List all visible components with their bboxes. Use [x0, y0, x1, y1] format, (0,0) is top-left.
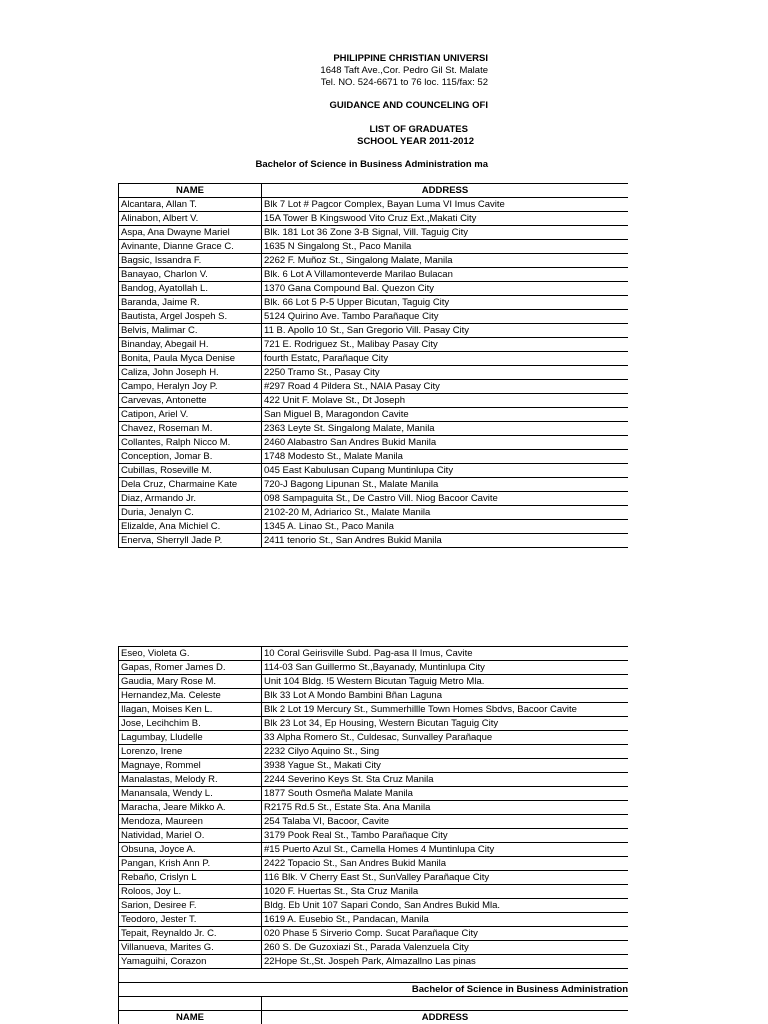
table-row	[119, 997, 629, 1011]
name-cell: Belvis, Malimar C.	[119, 324, 262, 338]
name-cell: Maracha, Jeare Mikko A.	[119, 801, 262, 815]
address-cell: 114-03 San Guillermo St.,Bayanady, Muntinlupa City	[262, 661, 629, 675]
name-cell: Enerva, Sherryll Jade P.	[119, 534, 262, 548]
address-cell: 2422 Topacio St., San Andres Bukid Manila	[262, 857, 629, 871]
name-cell: Diaz, Armando Jr.	[119, 492, 262, 506]
blank-cell	[119, 997, 262, 1011]
address-cell: 15A Tower B Kingswood Vito Cruz Ext.,Makati City	[262, 212, 629, 226]
address-cell: 2250 Tramo St., Pasay City	[262, 366, 629, 380]
name-cell: Teodoro, Jester T.	[119, 913, 262, 927]
address-cell: Blk. 6 Lot A Villamonteverde Marilao Bulacan	[262, 268, 629, 282]
name-cell: Caliza, John Joseph H.	[119, 366, 262, 380]
address-cell: 3938 Yague St., Makati City	[262, 759, 629, 773]
address-cell: 098 Sampaguita St., De Castro Vill. Niog Bacoor Cavite	[262, 492, 629, 506]
table-row	[119, 450, 629, 464]
address-cell: 116 Blk. V Cherry East St., SunValley Parañaque City	[262, 871, 629, 885]
table-row	[119, 857, 629, 871]
address-cell: Blk 7 Lot # Pagcor Complex, Bayan Luma VI Imus Cavite	[262, 198, 629, 212]
name-cell: Rebaño, Crislyn L	[119, 871, 262, 885]
table-row	[119, 478, 629, 492]
address-cell: 254 Talaba VI, Bacoor, Cavite	[262, 815, 629, 829]
address-cell: 045 East Kabulusan Cupang Muntinlupa City	[262, 464, 629, 478]
table-row	[119, 815, 629, 829]
graduates-table-1	[118, 183, 628, 548]
name-cell: Chavez, Roseman M.	[119, 422, 262, 436]
table-row	[119, 226, 629, 240]
table-row	[119, 787, 629, 801]
name-cell: Dela Cruz, Charmaine Kate	[119, 478, 262, 492]
name-cell: Lagumbay, Lludelle	[119, 731, 262, 745]
address-cell: 020 Phase 5 Sirverio Comp. Sucat Parañaque City	[262, 927, 629, 941]
address-cell: 2411 tenorio St., San Andres Bukid Manila	[262, 534, 629, 548]
address-cell: 22Hope St.,St. Jospeh Park, Almazallno Las pinas	[262, 955, 629, 969]
blank-cell	[262, 997, 629, 1011]
table-row	[119, 773, 629, 787]
address-cell: San Miguel B, Maragondon Cavite	[262, 408, 629, 422]
name-cell: Aspa, Ana Dwayne Mariel	[119, 226, 262, 240]
table-row	[119, 198, 629, 212]
table-row	[119, 464, 629, 478]
address-cell: 260 S. De Guzoxiazi St., Parada Valenzuela City	[262, 941, 629, 955]
table-row	[119, 927, 629, 941]
table-row	[119, 745, 629, 759]
address-cell: 1635 N Singalong St., Paco Manila	[262, 240, 629, 254]
table-row	[119, 941, 629, 955]
table-row	[119, 759, 629, 773]
name-cell: Collantes, Ralph Nicco M.	[119, 436, 262, 450]
name-cell: Binanday, Abegail H.	[119, 338, 262, 352]
university-name: PHILIPPINE CHRISTIAN UNIVERSI	[333, 53, 488, 64]
list-title: LIST OF GRADUATES	[369, 124, 468, 135]
table-row	[119, 899, 629, 913]
name-cell: Alinabon, Albert V.	[119, 212, 262, 226]
table-row	[119, 212, 629, 226]
name-cell: Cubillas, Roseville M.	[119, 464, 262, 478]
name-cell: Duria, Jenalyn C.	[119, 506, 262, 520]
table-row	[119, 436, 629, 450]
program-title-2: Bachelor of Science in Business Administration	[119, 983, 629, 997]
name-cell: Hernandez,Ma. Celeste	[119, 689, 262, 703]
address-cell: 2232 Cilyo Aquino St., Sing	[262, 745, 629, 759]
address-cell: 2262 F. Muñoz St., Singalong Malate, Manila	[262, 254, 629, 268]
name-cell: Manalastas, Melody R.	[119, 773, 262, 787]
table-row	[119, 829, 629, 843]
address-cell: 721 E. Rodriguez St., Malibay Pasay City	[262, 338, 629, 352]
table-row	[119, 689, 629, 703]
table-row	[119, 422, 629, 436]
name-cell: Natividad, Mariel O.	[119, 829, 262, 843]
university-telephone: Tel. NO. 524-6671 to 76 loc. 115/fax: 52	[320, 77, 488, 88]
name-cell: Roloos, Joy L.	[119, 885, 262, 899]
table-row	[119, 955, 629, 969]
table-row	[119, 675, 629, 689]
table-row	[119, 871, 629, 885]
table-row	[119, 268, 629, 282]
name-cell: Ilagan, Moises Ken L.	[119, 703, 262, 717]
table-row	[119, 885, 629, 899]
address-cell: 1748 Modesto St., Malate Manila	[262, 450, 629, 464]
address-cell: 33 Alpha Romero St., Culdesac, Sunvalley Parañaque	[262, 731, 629, 745]
graduates-table-2-body	[119, 647, 629, 1024]
column-header-address: ADDRESS	[262, 1011, 629, 1024]
address-cell: 2244 Severino Keys St. Sta Cruz Manila	[262, 773, 629, 787]
table-row	[119, 408, 629, 422]
name-cell: Sarion, Desiree F.	[119, 899, 262, 913]
address-cell: Blk 23 Lot 34, Ep Housing, Western Bicutan Taguig City	[262, 717, 629, 731]
name-cell: Yamaguihi, Corazon	[119, 955, 262, 969]
table-row	[119, 352, 629, 366]
address-cell: 720-J Bagong Lipunan St., Malate Manila	[262, 478, 629, 492]
column-header-name: NAME	[119, 184, 262, 198]
address-cell: Bldg. Eb Unit 107 Sapari Condo, San Andres Bukid Mla.	[262, 899, 629, 913]
table-row	[119, 969, 629, 983]
table-row	[119, 324, 629, 338]
table-row	[119, 366, 629, 380]
name-cell: Bonita, Paula Myca Denise	[119, 352, 262, 366]
table-row	[119, 506, 629, 520]
name-cell: Manansala, Wendy L.	[119, 787, 262, 801]
graduates-table-2	[118, 646, 628, 1024]
university-address: 1648 Taft Ave.,Cor. Pedro Gil St. Malate	[320, 65, 488, 76]
address-cell: 11 B. Apollo 10 St., San Gregorio Vill. Pasay City	[262, 324, 629, 338]
table-row	[119, 338, 629, 352]
name-cell: Bandog, Ayatollah L.	[119, 282, 262, 296]
table-row	[119, 254, 629, 268]
table-row	[119, 801, 629, 815]
name-cell: Baranda, Jaime R.	[119, 296, 262, 310]
address-cell: 3179 Pook Real St., Tambo Parañaque City	[262, 829, 629, 843]
name-cell: Tepait, Reynaldo Jr. C.	[119, 927, 262, 941]
name-cell: Avinante, Dianne Grace C.	[119, 240, 262, 254]
name-cell: Gaudia, Mary Rose M.	[119, 675, 262, 689]
table-row	[119, 240, 629, 254]
name-cell: Obsuna, Joyce A.	[119, 843, 262, 857]
name-cell: Campo, Heralyn Joy P.	[119, 380, 262, 394]
address-cell: 2460 Alabastro San Andres Bukid Manila	[262, 436, 629, 450]
table-row	[119, 310, 629, 324]
program-row	[119, 983, 629, 997]
address-cell: 2102-20 M, Adriarico St., Malate Manila	[262, 506, 629, 520]
school-year: SCHOOL YEAR 2011-2012	[357, 136, 474, 147]
address-cell: Blk 2 Lot 19 Mercury St., Summerhillle Town Homes Sbdvs, Bacoor Cavite	[262, 703, 629, 717]
table-row	[119, 520, 629, 534]
address-cell: 1370 Gana Compound Bal. Quezon City	[262, 282, 629, 296]
name-cell: Villanueva, Marites G.	[119, 941, 262, 955]
program-title: Bachelor of Science in Business Administration ma	[255, 159, 488, 170]
address-cell: #15 Puerto Azul St., Camella Homes 4 Muntinlupa City	[262, 843, 629, 857]
name-cell: Eseo, Violeta G.	[119, 647, 262, 661]
address-cell: Blk. 66 Lot 5 P-5 Upper Bicutan, Taguig City	[262, 296, 629, 310]
address-cell: 10 Coral Geirisville Subd. Pag-asa II Imus, Cavite	[262, 647, 629, 661]
table-row	[119, 282, 629, 296]
graduates-table-1-body	[119, 198, 629, 548]
address-cell: 1619 A. Eusebio St., Pandacan, Manila	[262, 913, 629, 927]
address-cell: 2363 Leyte St. Singalong Malate, Manila	[262, 422, 629, 436]
address-cell: #297 Road 4 Pildera St., NAIA Pasay City	[262, 380, 629, 394]
name-cell: Bautista, Argel Jospeh S.	[119, 310, 262, 324]
name-cell: Banayao, Charlon V.	[119, 268, 262, 282]
table-row	[119, 731, 629, 745]
name-cell: Catipon, Ariel V.	[119, 408, 262, 422]
name-cell: Mendoza, Maureen	[119, 815, 262, 829]
address-cell: 1020 F. Huertas St., Sta Cruz Manila	[262, 885, 629, 899]
table-row	[119, 647, 629, 661]
column-header-address: ADDRESS	[262, 184, 629, 198]
column-header-name: NAME	[119, 1011, 262, 1024]
name-cell: Jose, Lecihchim B.	[119, 717, 262, 731]
address-cell: R2175 Rd.5 St., Estate Sta. Ana Manila	[262, 801, 629, 815]
table-row	[119, 296, 629, 310]
table-row	[119, 534, 629, 548]
table-row	[119, 394, 629, 408]
table-row	[119, 380, 629, 394]
name-cell: Gapas, Romer James D.	[119, 661, 262, 675]
office-title: GUIDANCE AND COUNCELING OFI	[329, 100, 488, 111]
table-row	[119, 661, 629, 675]
table-row	[119, 913, 629, 927]
address-cell: fourth Estatc, Parañaque City	[262, 352, 629, 366]
name-cell: Alcantara, Allan T.	[119, 198, 262, 212]
address-cell: Unit 104 Bldg. !5 Western Bicutan Taguig Metro Mla.	[262, 675, 629, 689]
table-row	[119, 717, 629, 731]
name-cell: Magnaye, Rommel	[119, 759, 262, 773]
name-cell: Carvevas, Antonette	[119, 394, 262, 408]
address-cell: 5124 Quirino Ave. Tambo Parañaque City	[262, 310, 629, 324]
address-cell: 1877 South Osmeña Malate Manila	[262, 787, 629, 801]
address-cell: Blk 33 Lot A Mondo Bambini Bñan Laguna	[262, 689, 629, 703]
address-cell: 1345 A. Linao St., Paco Manila	[262, 520, 629, 534]
table-row	[119, 843, 629, 857]
name-cell: Bagsic, Issandra F.	[119, 254, 262, 268]
name-cell: Lorenzo, Irene	[119, 745, 262, 759]
table-row	[119, 703, 629, 717]
name-cell: Pangan, Krish Ann P.	[119, 857, 262, 871]
name-cell: Elizalde, Ana Michiel C.	[119, 520, 262, 534]
table-row	[119, 492, 629, 506]
blank-cell	[119, 969, 629, 983]
address-cell: Blk. 181 Lot 36 Zone 3-B Signal, Vill. Taguig City	[262, 226, 629, 240]
address-cell: 422 Unit F. Molave St., Dt Joseph	[262, 394, 629, 408]
name-cell: Conception, Jomar B.	[119, 450, 262, 464]
table-row	[119, 1011, 629, 1024]
